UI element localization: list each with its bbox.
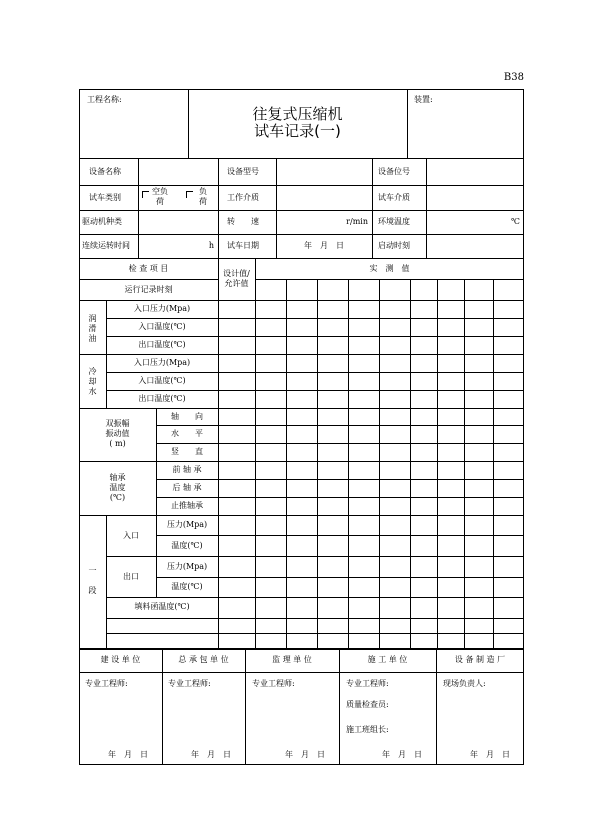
lube-oil-group-3: 油 xyxy=(88,334,97,343)
test-date-label: 试车日期 xyxy=(227,241,259,250)
stage-outlet-label: 出口 xyxy=(123,572,139,581)
lube-oil-outlet-temp: 出口温度(℃) xyxy=(138,340,186,349)
front-bearing: 前 轴 承 xyxy=(172,465,202,474)
lube-oil-inlet-pressure: 入口压力(Mpa) xyxy=(133,304,191,313)
no-load-label-2: 荷 xyxy=(156,197,164,206)
speed-label: 转 速 xyxy=(227,217,259,226)
contractor-engineer-label: 专业工程师: xyxy=(168,679,211,688)
stage-inlet-label: 入口 xyxy=(123,531,139,540)
measured-header: 实 测 值 xyxy=(369,264,410,273)
hour-unit: h xyxy=(208,241,214,250)
owner-engineer-label: 专业工程师: xyxy=(85,679,128,688)
stage-group-1: 一 xyxy=(88,566,97,575)
stage-group-2: 段 xyxy=(88,586,97,595)
check-item-header: 检 查 项 目 xyxy=(128,264,169,273)
manufacturer-date: 年 月 日 xyxy=(470,750,510,759)
form-title: 往复式压缩机 xyxy=(252,105,343,123)
load-checkbox[interactable] xyxy=(186,191,193,198)
temp-unit: ℃ xyxy=(511,217,520,226)
stage-outlet-temp: 温度(℃) xyxy=(171,582,203,591)
load-label-2: 荷 xyxy=(199,197,207,206)
test-date-blank: 年 月 日 xyxy=(304,241,344,250)
cooling-water-group-2: 却 xyxy=(88,377,97,386)
quality-inspector-label: 质量检查员: xyxy=(346,700,389,709)
load-label-1: 负 xyxy=(199,187,207,196)
construction-date: 年 月 日 xyxy=(382,750,422,759)
unit-label: 装置: xyxy=(414,95,433,104)
lube-oil-group-1: 润 xyxy=(88,314,97,323)
vibration-horizontal: 水 平 xyxy=(171,429,203,438)
construction-unit-header: 施 工 单 位 xyxy=(367,655,408,664)
lube-oil-inlet-temp: 入口温度(℃) xyxy=(138,322,186,331)
no-load-checkbox[interactable] xyxy=(142,191,149,198)
team-leader-label: 施工班组长: xyxy=(346,725,389,734)
cooling-water-inlet-pressure: 入口压力(Mpa) xyxy=(133,358,191,367)
speed-unit: r/min xyxy=(346,217,368,226)
stage-outlet-pressure: 压力(Mpa) xyxy=(166,562,208,571)
supervisor-date: 年 月 日 xyxy=(285,750,325,759)
bearing-group-2: 温度 xyxy=(109,483,126,492)
project-name-label: 工程名称: xyxy=(87,95,122,104)
driver-type-label: 驱动机种类 xyxy=(82,217,122,226)
supervisor-engineer-label: 专业工程师: xyxy=(252,679,295,688)
rear-bearing: 后 轴 承 xyxy=(172,483,202,492)
vibration-group-2: 振动值 xyxy=(105,429,130,438)
ambient-temp-label: 环境温度 xyxy=(378,217,410,226)
thrust-bearing: 止推轴承 xyxy=(171,501,203,510)
vibration-vertical: 竖 直 xyxy=(171,447,203,456)
design-value-header-2: 允许值 xyxy=(224,279,249,288)
owner-unit-header: 建 设 单 位 xyxy=(100,655,141,664)
supervisor-unit-header: 监 理 单 位 xyxy=(272,655,312,664)
construction-engineer-label: 专业工程师: xyxy=(346,679,389,688)
stage-inlet-pressure: 压力(Mpa) xyxy=(166,520,208,529)
equipment-model-label: 设备型号 xyxy=(227,167,259,176)
no-load-label-1: 空负 xyxy=(152,187,168,196)
continuous-time-label: 连续运转时间 xyxy=(82,241,130,250)
cooling-water-inlet-temp: 入口温度(℃) xyxy=(138,376,186,385)
packing-temp: 填料函温度(℃) xyxy=(134,602,190,611)
design-value-header-1: 设计值/ xyxy=(223,269,250,278)
cooling-water-group-3: 水 xyxy=(88,387,97,396)
bearing-group-1: 轴承 xyxy=(109,473,126,482)
equipment-name-label: 设备名称 xyxy=(89,167,121,176)
stage-inlet-temp: 温度(℃) xyxy=(171,541,203,550)
start-time-label: 启动时刻 xyxy=(378,241,410,250)
lube-oil-group-2: 滑 xyxy=(88,324,97,333)
cooling-water-group-1: 冷 xyxy=(88,367,97,376)
form-code: B38 xyxy=(503,72,524,83)
test-medium-label: 试车介质 xyxy=(378,193,410,202)
owner-date: 年 月 日 xyxy=(108,750,148,759)
equipment-position-label: 设备位号 xyxy=(378,167,410,176)
cooling-water-outlet-temp: 出口温度(℃) xyxy=(138,394,186,403)
bearing-group-3: (℃) xyxy=(109,493,126,502)
test-type-label: 试车类别 xyxy=(89,193,121,202)
vibration-axial: 轴 向 xyxy=(171,412,203,421)
general-contractor-header: 总 承 包 单 位 xyxy=(178,655,229,664)
vibration-group-3: ( m) xyxy=(109,439,126,448)
run-record-time-header: 运行记录时刻 xyxy=(124,285,173,294)
vibration-group-1: 双振幅 xyxy=(105,419,130,428)
work-medium-label: 工作介质 xyxy=(227,193,259,202)
form-subtitle: 试车记录(一) xyxy=(254,122,341,140)
contractor-date: 年 月 日 xyxy=(191,750,231,759)
manufacturer-header: 设 备 制 造 厂 xyxy=(454,655,506,664)
site-leader-label: 现场负责人: xyxy=(443,679,486,688)
